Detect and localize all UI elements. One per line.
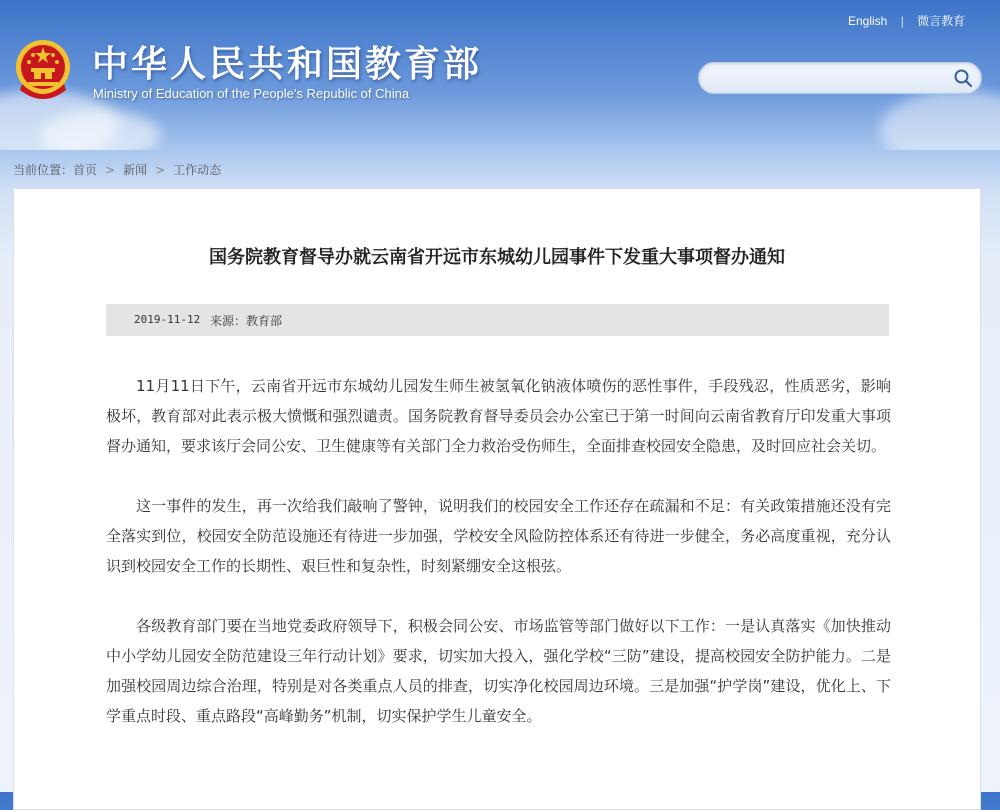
header-cloud <box>880 90 1000 150</box>
breadcrumb-arrow-icon: > <box>105 163 116 177</box>
search-icon[interactable] <box>953 68 973 88</box>
breadcrumb-news[interactable]: 新闻 <box>123 163 148 177</box>
article-panel <box>13 188 981 810</box>
breadcrumb-label: 当前位置： <box>13 163 74 177</box>
article-title: 国务院教育督导办就云南省开远市东城幼儿园事件下发重大事项督办通知 <box>209 247 785 268</box>
article-paragraph: 各级教育部门要在当地党委政府领导下，积极会同公安、市场监管等部门做好以下工作：一是认真落实《加快推动中小学幼儿园安全防范建设三年行动计划》要求，切实加大投入，强化学校“三防”建设，提高校园安全防护能力。二是加强校园周边综合治理，特别是对各类重点人员的排查，切实净化校园周边环境。三是加强“护学岗”建设，优化上、下学重点时段、重点路段“高峰勤务”机制，切实保护学生儿童安全。 <box>106 617 891 725</box>
breadcrumb-home[interactable]: 首页 <box>73 163 98 177</box>
weibo-link[interactable]: 微言教育 <box>917 14 966 28</box>
top-links <box>848 12 965 29</box>
search-box <box>698 62 982 94</box>
article-date: 2019-11-12 <box>134 313 201 326</box>
header-cloud <box>40 110 160 150</box>
article-body <box>106 371 891 761</box>
breadcrumb-work-updates[interactable]: 工作动态 <box>173 163 222 177</box>
article-paragraph: 这一事件的发生，再一次给我们敲响了警钟，说明我们的校园安全工作还存在疏漏和不足：有关政策措施还没有完全落实到位，校园安全防范设施还有待进一步加强，学校安全风险防控体系还有待进一步健全，务必高度重视，充分认识到校园安全工作的长期性、艰巨性和复杂性，时刻紧绷安全这根弦。 <box>106 497 891 575</box>
national-emblem-icon <box>14 38 72 100</box>
site-subtitle: Ministry of Education of the People's Republic of China <box>93 86 410 101</box>
article-source: 来源：教育部 <box>210 314 283 328</box>
site-title: 中华人民共和国教育部 <box>92 44 483 85</box>
article-paragraph: 11月11日下午，云南省开远市东城幼儿园发生师生被氢氧化钠液体喷伤的恶性事件，手段残忍，性质恶劣，影响极坏，教育部对此表示极大愤慨和强烈谴责。国务院教育督导委员会办公室已于第一时间向云南省教育厅印发重大事项督办通知，要求该厅会同公安、卫生健康等有关部门全力救治受伤师生，全面排查校园安全隐患，及时回应社会关切。 <box>106 377 891 455</box>
article-meta-bar <box>106 304 889 336</box>
english-link[interactable]: English <box>848 14 888 28</box>
search-input[interactable] <box>713 67 947 91</box>
breadcrumb <box>13 161 221 178</box>
site-header <box>0 0 1000 150</box>
breadcrumb-arrow-icon: > <box>155 163 166 177</box>
link-separator: | <box>900 14 904 28</box>
